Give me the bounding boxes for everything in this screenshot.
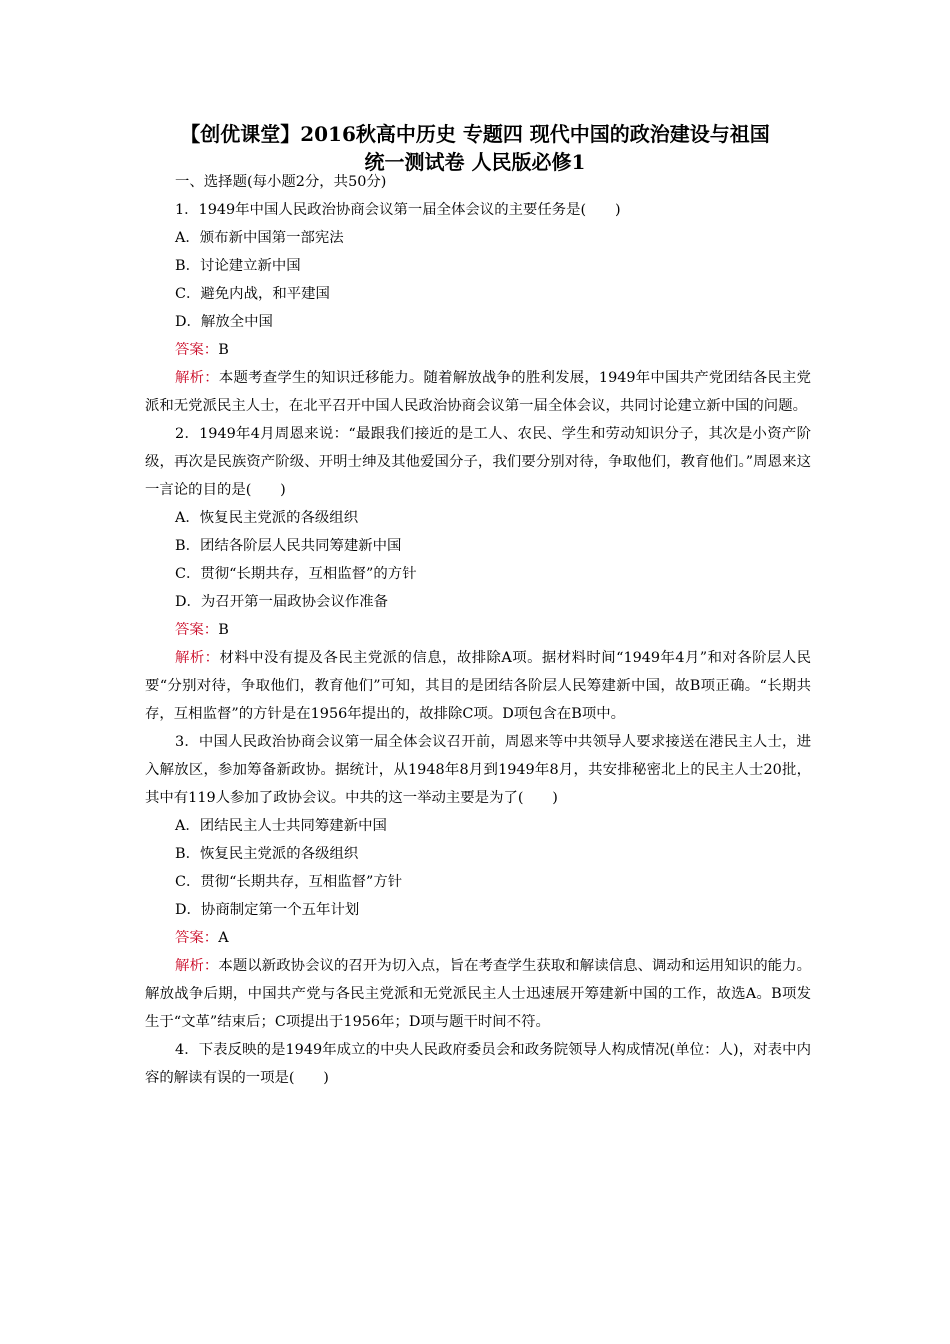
question-1-answer: [145, 336, 811, 364]
question-3-option-c: C．贯彻“长期共存，互相监督”方针: [175, 874, 403, 890]
analysis-text: 本题以新政协会议的召开为切入点，旨在考查学生获取和解读信息、调动和运用知识的能力。解放战争后期，中国共产党与各民主党派和无党派民主人士迅速展开筹建新中国的工作，故选A。B项发生于“文革”结束后；C项提出于1956年；D项与题干时间不符。: [145, 958, 811, 1030]
section-heading: 一、选择题(每小题2分，共50分): [175, 174, 387, 190]
analysis-text: 材料中没有提及各民主党派的信息，故排除A项。据材料时间“1949年4月”和对各阶层人民要“分别对待，争取他们，教育他们”可知，其目的是团结各阶层人民筹建新中国，故B项正确。“长期共存，互相监督”的方针是在1956年提出的，故排除C项。D项包含在B项中。: [145, 650, 811, 722]
answer-value: B: [218, 622, 229, 638]
analysis-label: 解析：: [175, 958, 219, 974]
question-2-analysis: [145, 644, 811, 728]
answer-value: A: [218, 930, 229, 946]
question-2-option-b: B．团结各阶层人民共同筹建新中国: [175, 538, 402, 554]
document-body: [145, 168, 811, 1092]
question-1-option-b: B．讨论建立新中国: [175, 258, 301, 274]
question-3-stem: 3．中国人民政治协商会议第一届全体会议召开前，周恩来等中共领导人要求接送在港民主人士，进入解放区，参加筹备新政协。据统计，从1948年8月到1949年8月，共安排秘密北上的民主人士20批，其中有119人参加了政协会议。中共的这一举动主要是为了( ): [145, 734, 811, 806]
question-3-answer: [145, 924, 811, 952]
question-4-stem: 4．下表反映的是1949年成立的中央人民政府委员会和政务院领导人构成情况(单位：人)，对表中内容的解读有误的一项是( ): [145, 1042, 811, 1086]
question-1-option-a: A．颁布新中国第一部宪法: [175, 230, 344, 246]
answer-value: B: [218, 342, 229, 358]
question-2-stem: 2．1949年4月周恩来说：“最跟我们接近的是工人、农民、学生和劳动知识分子，其次是小资产阶级，再次是民族资产阶级、开明士绅及其他爱国分子，我们要分别对待，争取他们，教育他们。”周恩来这一言论的目的是( ): [145, 426, 811, 498]
analysis-label: 解析：: [175, 370, 219, 386]
question-1-stem: 1．1949年中国人民政治协商会议第一届全体会议的主要任务是( ): [175, 202, 621, 218]
question-3-analysis: [145, 952, 811, 1036]
answer-label: 答案：: [175, 342, 219, 358]
question-2-option-a: A．恢复民主党派的各级组织: [175, 510, 359, 526]
question-2-option-d: D．为召开第一届政协会议作准备: [175, 594, 389, 610]
question-3-option-b: B．恢复民主党派的各级组织: [175, 846, 359, 862]
question-2-option-c: C．贯彻“长期共存，互相监督”的方针: [175, 566, 417, 582]
title-line-1: 【创优课堂】2016秋高中历史 专题四 现代中国的政治建设与祖国: [180, 122, 770, 146]
analysis-label: 解析：: [175, 650, 220, 666]
question-3-option-d: D．协商制定第一个五年计划: [175, 902, 360, 918]
question-3-option-a: A．团结民主人士共同筹建新中国: [175, 818, 387, 834]
analysis-text: 本题考查学生的知识迁移能力。随着解放战争的胜利发展，1949年中国共产党团结各民主党派和无党派民主人士，在北平召开中国人民政治协商会议第一届全体会议，共同讨论建立新中国的问题。: [145, 370, 811, 414]
question-1-option-c: C．避免内战，和平建国: [175, 286, 330, 302]
title-line-2: 统一测试卷 人民版必修1: [364, 150, 586, 174]
answer-label: 答案：: [175, 930, 219, 946]
question-1-option-d: D．解放全中国: [175, 314, 273, 330]
answer-label: 答案：: [175, 622, 219, 638]
question-2-answer: [145, 616, 811, 644]
question-1-analysis: [145, 364, 811, 420]
